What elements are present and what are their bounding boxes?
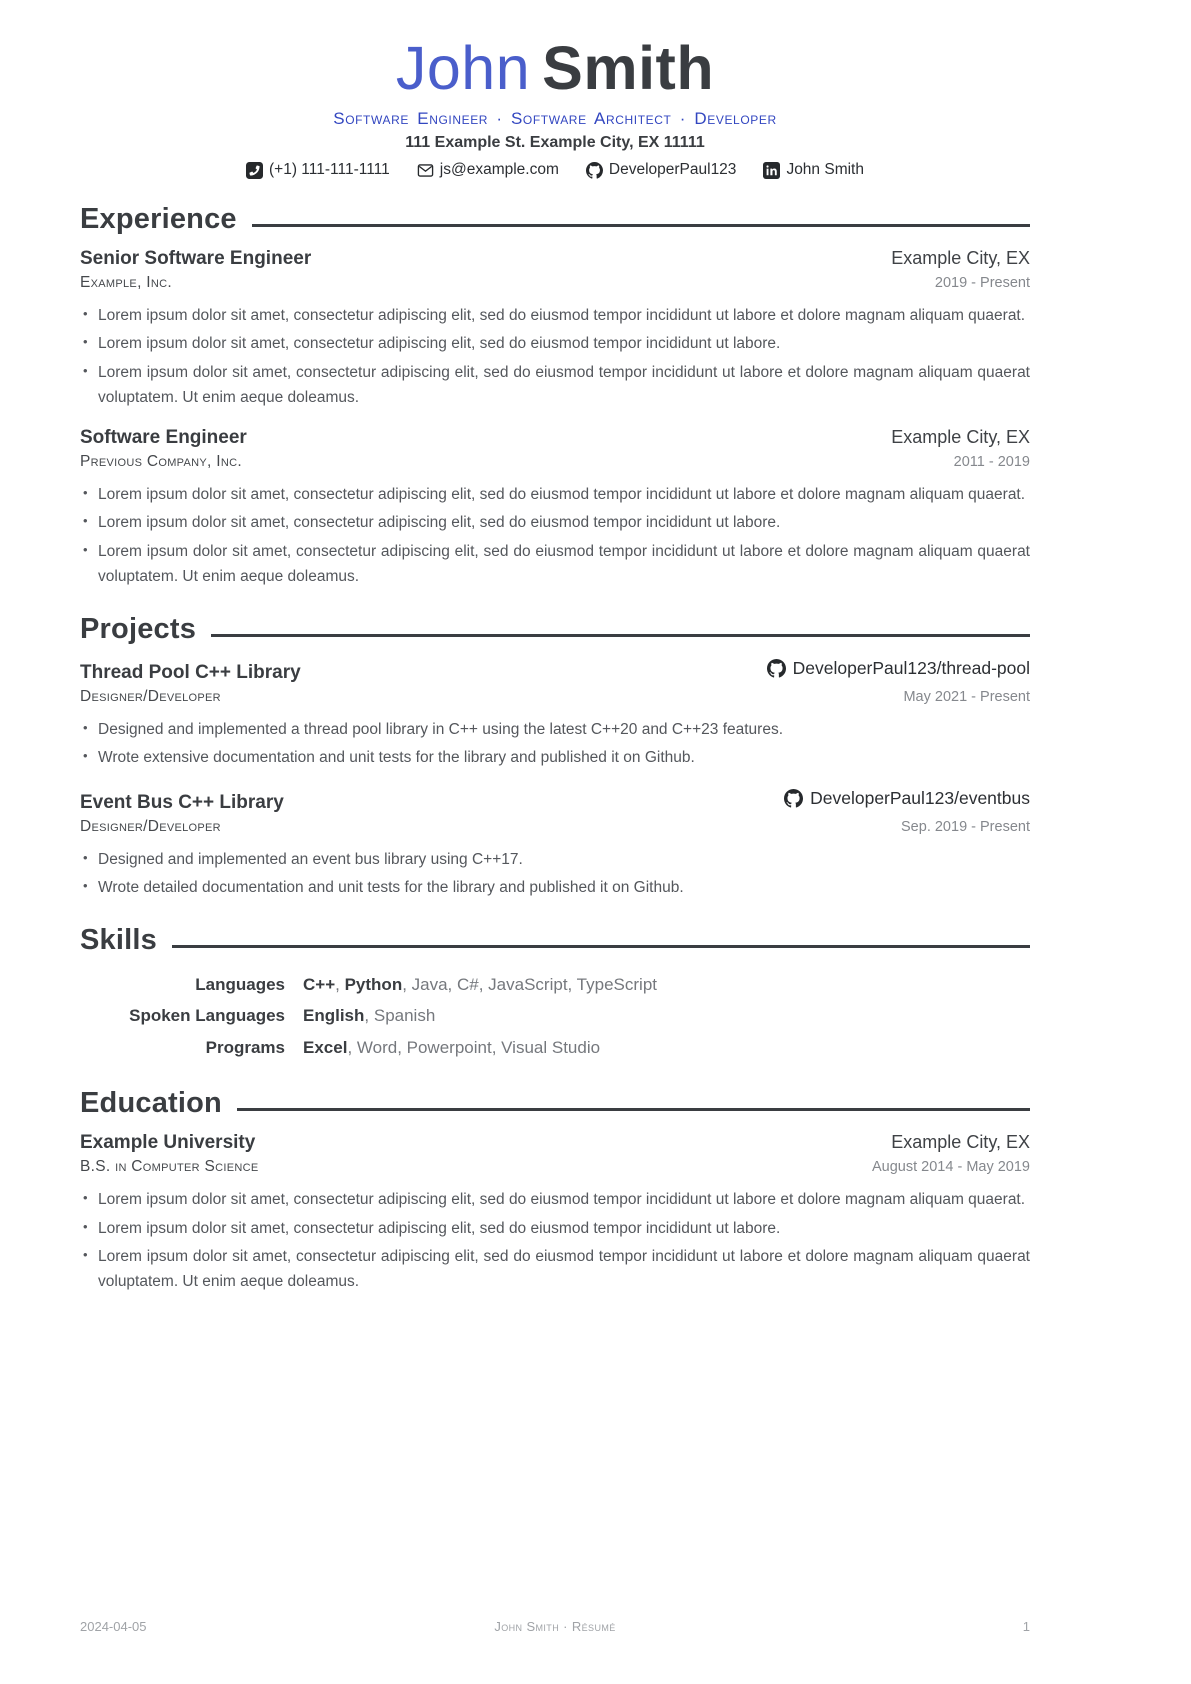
skill-row — [80, 969, 1030, 1000]
project-role: Designer/Developer — [80, 817, 221, 835]
street-address: 111 Example St. Example City, EX 11111 — [405, 134, 705, 152]
project-entries — [80, 658, 1030, 900]
section-title: Projects — [80, 613, 197, 646]
project-repo-link[interactable] — [784, 788, 1030, 809]
bullet-item: • Lorem ipsum dolor sit amet, consectetur adipiscing elit, sed do eiusmod tempor incididunt ut labore et dolore magnam aliquam quaerat voluptatem. Ut enim aeque doleamus. — [80, 539, 1030, 590]
skill-value — [303, 1032, 1030, 1063]
footer-document-title: John Smith · Résumé — [494, 1619, 616, 1634]
contact-text: DeveloperPaul123 — [608, 161, 737, 179]
entry-dates: May 2021 - Present — [903, 689, 1030, 706]
bullet-item: • Lorem ipsum dolor sit amet, consectetur adipiscing elit, sed do eiusmod tempor incididunt ut labore. — [80, 331, 1030, 356]
entry-dates: August 2014 - May 2019 — [872, 1159, 1030, 1176]
entry-title-row — [80, 788, 1030, 814]
project-entry — [80, 658, 1030, 771]
section-title: Experience — [80, 203, 237, 236]
page-footer — [80, 1619, 1030, 1634]
project-repo-link[interactable] — [767, 658, 1030, 679]
project-title: Thread Pool C++ Library — [80, 662, 301, 684]
github-icon — [784, 789, 803, 808]
skill-item-strong: Python — [344, 975, 403, 995]
entry-title: Software Engineer — [80, 427, 247, 449]
skill-row — [80, 1032, 1030, 1063]
bullet-item: • Lorem ipsum dolor sit amet, consectetur adipiscing elit, sed do eiusmod tempor incididunt ut labore et dolore magnam aliquam quaerat voluptatem. Ut enim aeque doleamus. — [80, 1244, 1030, 1295]
section-rule — [252, 224, 1030, 227]
entry-bullets — [80, 482, 1030, 589]
full-name — [80, 36, 1030, 100]
entry-subtitle-row — [80, 1158, 1030, 1176]
project-entry — [80, 788, 1030, 901]
github-icon — [767, 659, 786, 678]
footer-date: 2024-04-05 — [80, 1619, 147, 1634]
bullet-item: • Designed and implemented an event bus library using C++17. — [80, 847, 1030, 872]
contact-text: (+1) 111-111-1111 — [269, 161, 390, 179]
entry-dates: Sep. 2019 - Present — [901, 818, 1030, 835]
section-education — [80, 1087, 1030, 1294]
entry-subtitle-row — [80, 818, 1030, 836]
last-name: Smith — [542, 34, 715, 102]
entry-location: Example City, EX — [891, 248, 1030, 269]
contact-row — [80, 161, 1030, 179]
skill-category-label: Languages — [195, 975, 285, 995]
contact-text: John Smith — [786, 161, 864, 179]
section-heading — [80, 203, 1030, 236]
entry-subtitle: Previous Company, Inc. — [80, 453, 242, 471]
entry-title-row — [80, 658, 1030, 684]
entry-subtitle: Example, Inc. — [80, 274, 172, 292]
skill-category-label: Spoken Languages — [129, 1006, 285, 1026]
section-projects — [80, 613, 1030, 900]
entry-subtitle-row — [80, 274, 1030, 292]
job-titles-tagline: Software Engineer · Software Architect · Developer — [333, 109, 777, 129]
project-title: Event Bus C++ Library — [80, 791, 284, 813]
bullet-item: • Wrote extensive documentation and unit tests for the library and published it on Github. — [80, 745, 1030, 770]
entry-location: Example City, EX — [891, 427, 1030, 448]
entry-dates: 2019 - Present — [934, 275, 1030, 292]
phone-square-icon — [246, 162, 263, 179]
contact-text: js@example.com — [439, 161, 559, 179]
skill-item-strong: English — [303, 1006, 365, 1026]
github-icon — [586, 162, 603, 179]
section-rule — [172, 945, 1030, 948]
experience-entries — [80, 248, 1030, 589]
first-name: John — [395, 34, 531, 102]
skill-item-regular: , Spanish — [364, 1006, 436, 1026]
entry-title: Senior Software Engineer — [80, 248, 312, 270]
entry-title: Example University — [80, 1132, 256, 1154]
bullet-item: • Wrote detailed documentation and unit tests for the library and published it on Github. — [80, 875, 1030, 900]
bullet-item: • Lorem ipsum dolor sit amet, consectetur adipiscing elit, sed do eiusmod tempor incididunt ut labore et dolore magnam aliquam quaerat. — [80, 482, 1030, 507]
section-heading — [80, 1087, 1030, 1120]
repo-name: DeveloperPaul123/thread-pool — [792, 658, 1030, 679]
bullet-item: • Lorem ipsum dolor sit amet, consectetur adipiscing elit, sed do eiusmod tempor incididunt ut labore et dolore magnam aliquam quaerat. — [80, 303, 1030, 328]
section-heading — [80, 924, 1030, 957]
project-role: Designer/Developer — [80, 688, 221, 706]
bullet-item: • Lorem ipsum dolor sit amet, consectetur adipiscing elit, sed do eiusmod tempor incididunt ut labore et dolore magnam aliquam quaerat voluptatem. Ut enim aeque doleamus. — [80, 360, 1030, 411]
skill-row — [80, 1000, 1030, 1031]
contact-item[interactable] — [586, 161, 737, 179]
contact-item[interactable] — [763, 161, 864, 179]
resume-entry — [80, 427, 1030, 589]
envelope-icon — [417, 162, 434, 179]
bullet-item: • Lorem ipsum dolor sit amet, consectetur adipiscing elit, sed do eiusmod tempor incididunt ut labore. — [80, 510, 1030, 535]
contact-item[interactable] — [417, 161, 559, 179]
skill-item-strong: Excel — [303, 1037, 348, 1057]
skill-item-regular: , Word, Powerpoint, Visual Studio — [347, 1037, 601, 1057]
entry-location: Example City, EX — [891, 1132, 1030, 1153]
bullet-item: • Lorem ipsum dolor sit amet, consectetur adipiscing elit, sed do eiusmod tempor incididunt ut labore et dolore magnam aliquam quaerat. — [80, 1187, 1030, 1212]
contact-item[interactable] — [246, 161, 390, 179]
skill-item-regular: , — [335, 975, 345, 995]
skill-item-strong: C++ — [303, 975, 336, 995]
section-experience — [80, 203, 1030, 589]
section-skills — [80, 924, 1030, 1063]
entry-subtitle: B.S. in Computer Science — [80, 1158, 259, 1176]
section-heading — [80, 613, 1030, 646]
entry-dates: 2011 - 2019 — [953, 454, 1030, 471]
resume-entry — [80, 248, 1030, 410]
section-rule — [211, 634, 1030, 637]
section-rule — [237, 1108, 1030, 1111]
entry-title-row — [80, 1132, 1030, 1154]
entry-title-row — [80, 248, 1030, 270]
bullet-item: • Lorem ipsum dolor sit amet, consectetur adipiscing elit, sed do eiusmod tempor incididunt ut labore. — [80, 1216, 1030, 1241]
skill-value — [303, 969, 1030, 1000]
resume-header — [80, 0, 1030, 179]
entry-bullets — [80, 717, 1030, 771]
section-title: Skills — [80, 924, 157, 957]
repo-name: DeveloperPaul123/eventbus — [810, 787, 1030, 808]
skill-category-label: Programs — [205, 1037, 285, 1057]
section-title: Education — [80, 1087, 222, 1120]
footer-page-number: 1 — [1022, 1619, 1030, 1634]
skills-table — [80, 969, 1030, 1063]
bullet-item: • Designed and implemented a thread pool library in C++ using the latest C++20 and C++23 features. — [80, 717, 1030, 742]
entry-subtitle-row — [80, 688, 1030, 706]
skill-value — [303, 1000, 1030, 1031]
resume-entry — [80, 1132, 1030, 1294]
resume-document — [80, 0, 1030, 1297]
education-entries — [80, 1132, 1030, 1294]
entry-bullets — [80, 303, 1030, 410]
linkedin-icon — [763, 162, 780, 179]
entry-subtitle-row — [80, 453, 1030, 471]
entry-title-row — [80, 427, 1030, 449]
entry-bullets — [80, 847, 1030, 901]
skill-item-regular: , Java, C#, JavaScript, TypeScript — [402, 975, 657, 995]
entry-bullets — [80, 1187, 1030, 1294]
